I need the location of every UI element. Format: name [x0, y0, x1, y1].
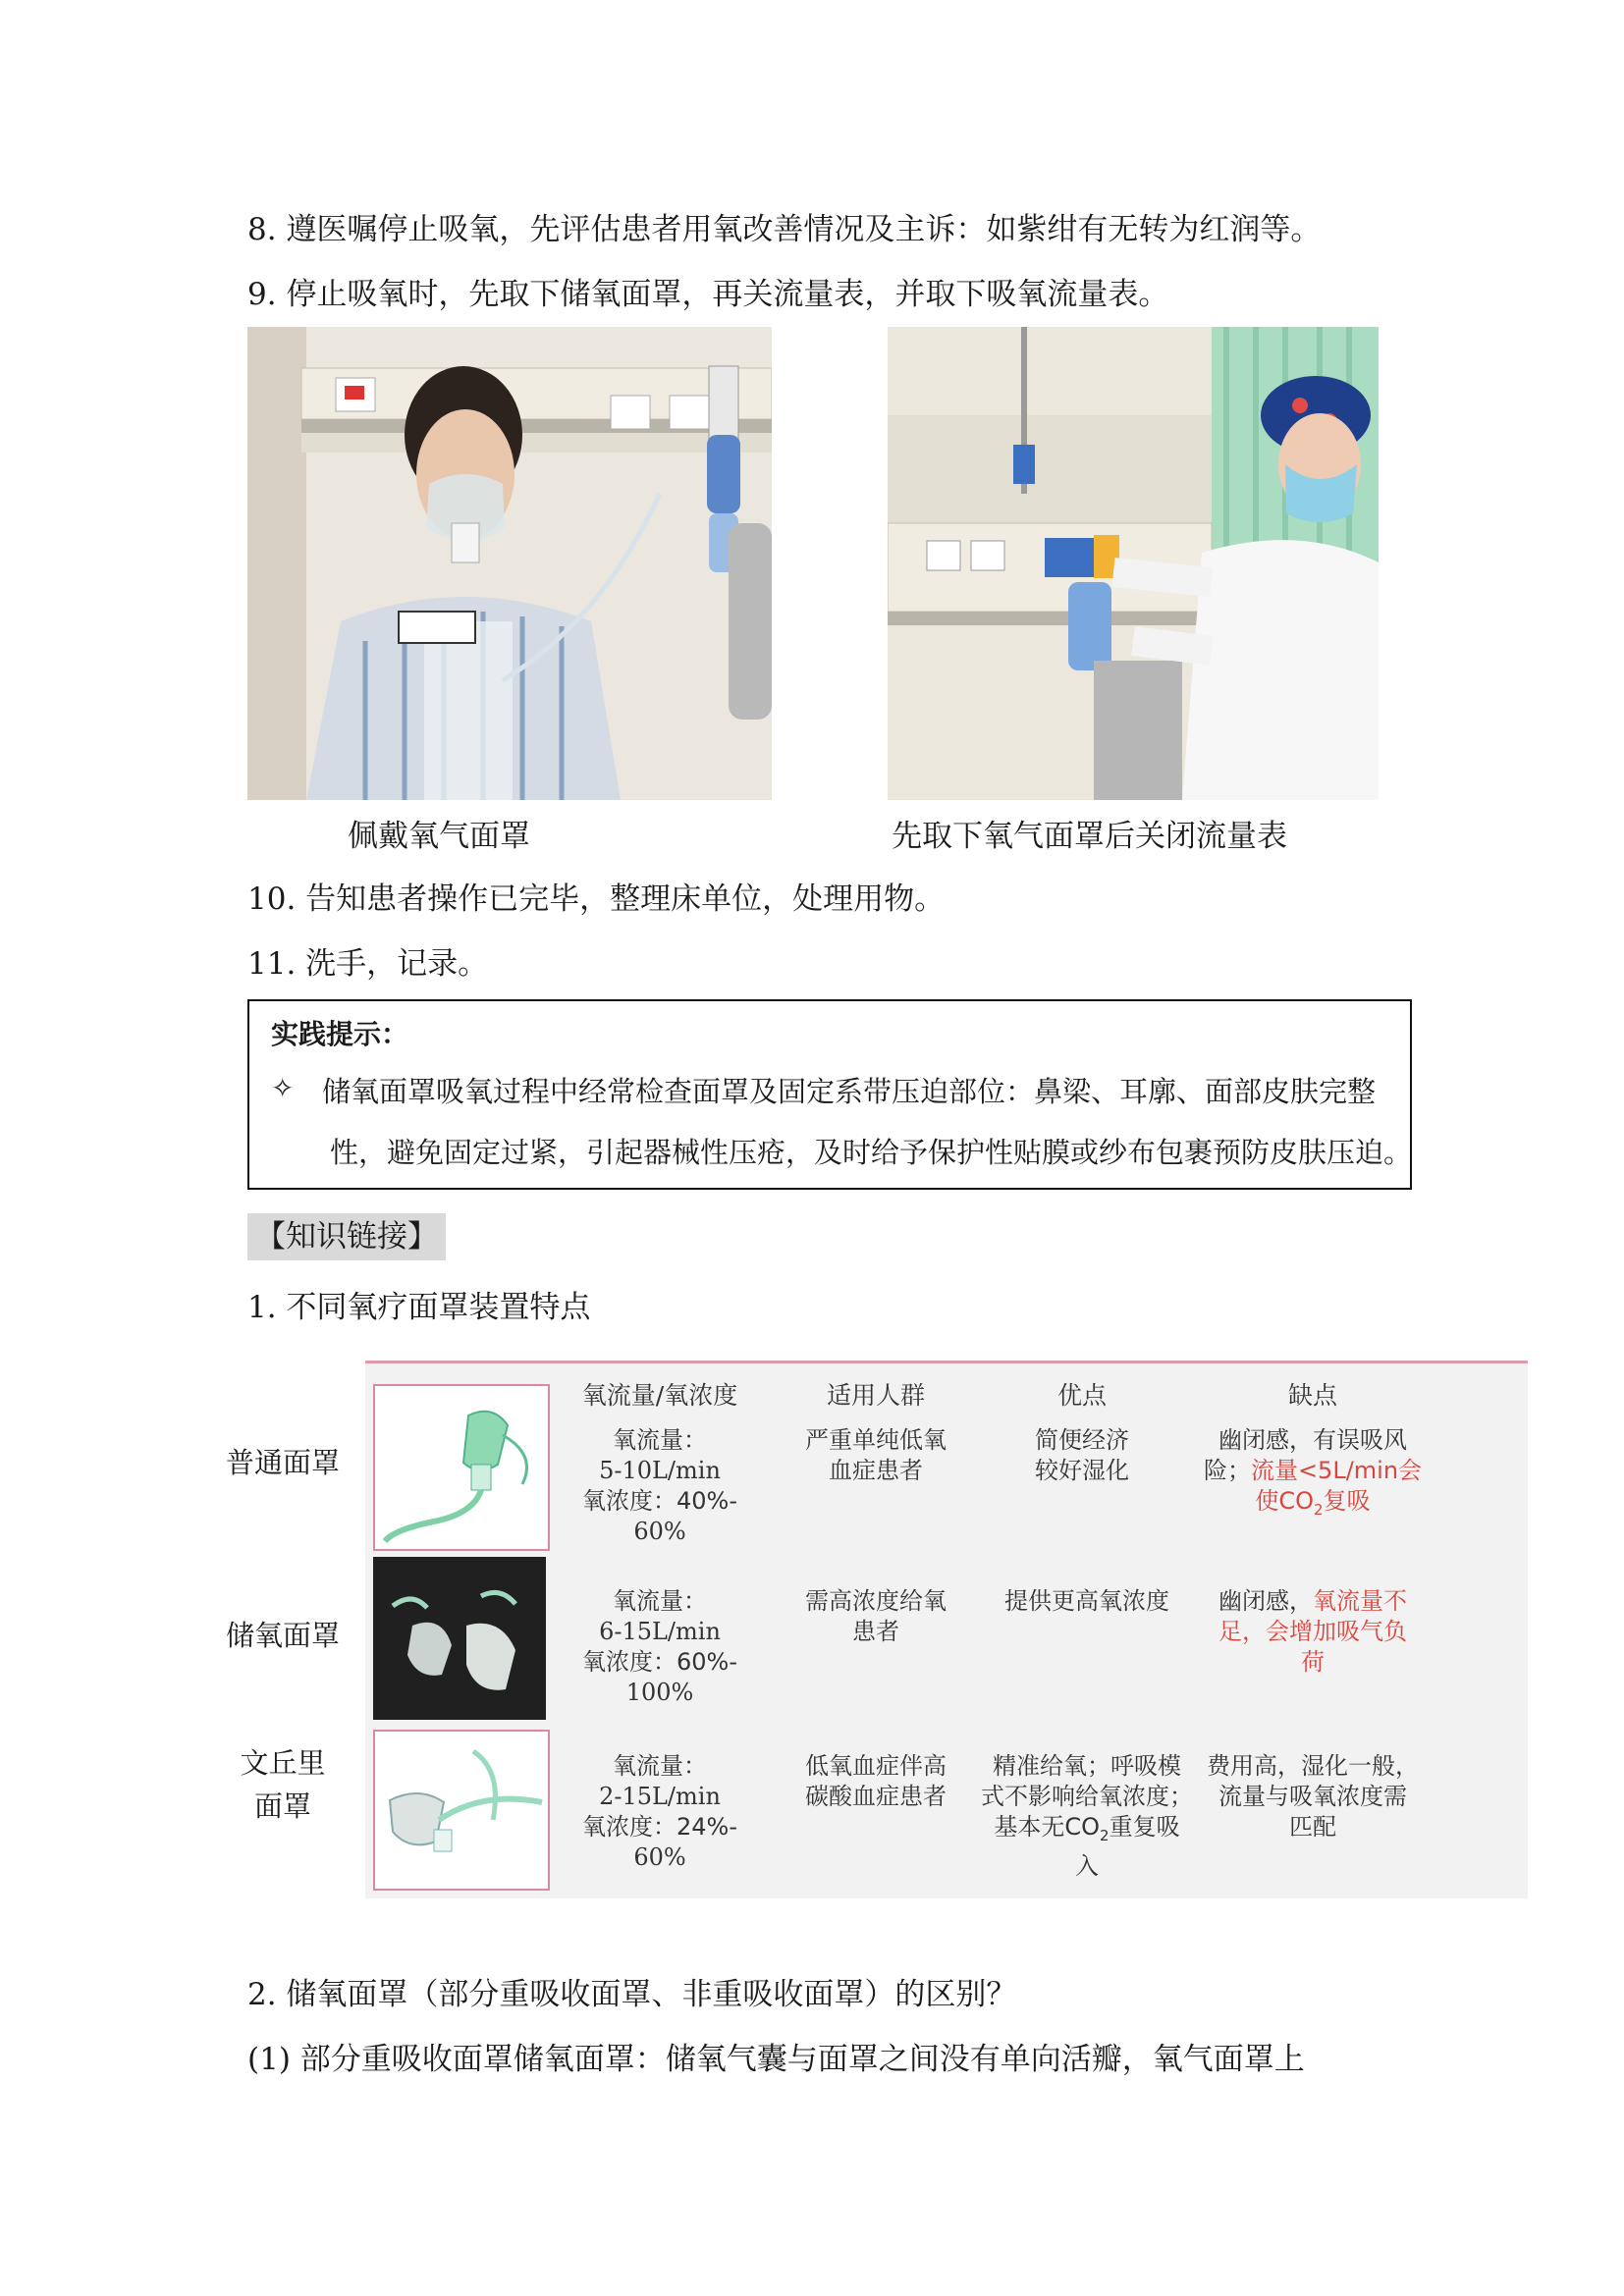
step-11: 11. 洗手，记录。 [247, 946, 489, 982]
row2-concentration-end: 100% [625, 1679, 694, 1706]
step-8: 8. 遵医嘱停止吸氧，先评估患者用氧改善情况及主诉：如紫绀有无转为红润等。 [247, 212, 1322, 247]
table-row [552, 1425, 768, 1547]
table-row [552, 1586, 768, 1708]
row2-concentration: 氧浓度：60%- [581, 1648, 737, 1676]
row2-cons-line1-plain: 幽闭感， [1218, 1587, 1313, 1615]
row1-cons [1200, 1425, 1426, 1525]
step-10: 10. 告知患者操作已完毕，整理床单位，处理用物。 [247, 881, 946, 917]
row3-pros [979, 1751, 1195, 1882]
header-flow-concentration: 氧流量/氧浓度 [581, 1381, 738, 1410]
row2-cons-line3: 荷 [1301, 1648, 1325, 1676]
knowledge-link-header: 【知识链接】 [247, 1213, 446, 1260]
row1-group-line1: 严重单纯低氧 [805, 1426, 947, 1454]
row3-group [778, 1751, 974, 1812]
row-label-venturi-mask-1: 文丘里 [240, 1746, 326, 1780]
venturi-mask-image [373, 1730, 550, 1891]
row3-cons-line3: 匹配 [1289, 1813, 1336, 1841]
row3-group-line2: 碳酸血症患者 [805, 1783, 947, 1810]
row-label-ordinary-mask: 普通面罩 [225, 1446, 340, 1479]
row2-group-line1: 需高浓度给氧 [805, 1587, 947, 1615]
row3-cons-line2: 流量与吸氧浓度需 [1218, 1783, 1407, 1810]
row1-flow-value: 5-10L/min [599, 1457, 721, 1484]
row1-pros-line2: 较好湿化 [1035, 1457, 1129, 1484]
header-disadvantages: 缺点 [1287, 1381, 1337, 1410]
step-9: 9. 停止吸氧时，先取下储氧面罩，再关流量表，并取下吸氧流量表。 [247, 277, 1169, 312]
caption-right: 先取下氧气面罩后关闭流量表 [892, 819, 1287, 854]
row1-cons-line3-a: 使CO [1255, 1487, 1315, 1515]
knowledge-item-2: 2. 储氧面罩（部分重吸收面罩、非重吸收面罩）的区别？ [247, 1977, 1017, 2012]
row1-pros [984, 1425, 1180, 1486]
mask-comparison-table [365, 1361, 1528, 1898]
row1-group-line2: 血症患者 [829, 1457, 923, 1484]
row-label-venturi-mask-2: 面罩 [253, 1789, 311, 1823]
tip-bullet-icon: ✧ [271, 1072, 295, 1104]
row2-group [778, 1586, 974, 1647]
row2-pros-line1: 提供更高氧浓度 [1004, 1587, 1169, 1615]
row2-cons [1200, 1586, 1426, 1678]
caption-left: 佩戴氧气面罩 [348, 819, 530, 854]
row1-flow-label: 氧流量： [613, 1426, 707, 1454]
row1-cons-line1: 幽闭感，有误吸风 [1218, 1426, 1407, 1454]
row3-pros-line4: 入 [1075, 1851, 1099, 1880]
knowledge-item-1: 1. 不同氧疗面罩装置特点 [247, 1290, 591, 1325]
practice-tip-box [247, 999, 1412, 1190]
row3-flow-value: 2-15L/min [599, 1783, 721, 1810]
row1-cons-line3-c: 复吸 [1323, 1487, 1371, 1515]
row3-group-line1: 低氧血症伴高 [805, 1752, 947, 1780]
row1-pros-line1: 简便经济 [1035, 1426, 1129, 1454]
row2-group-line2: 患者 [852, 1618, 899, 1645]
row1-cons-line3-sub: 2 [1314, 1500, 1324, 1519]
knowledge-item-2-1: (1) 部分重吸收面罩储氧面罩：储氧气囊与面罩之间没有单向活瓣，氧气面罩上 [247, 2042, 1305, 2077]
row1-concentration-end: 60% [633, 1518, 686, 1545]
table-row [552, 1751, 768, 1873]
row1-cons-line2-red: 流量<5L/min会 [1250, 1457, 1423, 1484]
row3-flow-label: 氧流量： [613, 1752, 707, 1780]
row3-pros-line3-a: 基本无CO [994, 1813, 1101, 1841]
photo-wearing-mask [247, 327, 772, 800]
header-advantages: 优点 [1056, 1381, 1107, 1410]
table-top-line [365, 1361, 1528, 1363]
row2-cons-line1-red: 氧流量不 [1313, 1587, 1407, 1615]
tip-line-1: 储氧面罩吸氧过程中经常检查面罩及固定系带压迫部位：鼻梁、耳廓、面部皮肤完整 [322, 1075, 1377, 1108]
row3-concentration-end: 60% [633, 1843, 686, 1871]
row1-group [778, 1425, 974, 1486]
row-label-reservoir-mask: 储氧面罩 [225, 1619, 340, 1652]
row3-pros-line2: 式不影响给氧浓度； [981, 1783, 1193, 1810]
row2-flow-label: 氧流量： [613, 1587, 707, 1615]
header-applicable-group: 适用人群 [826, 1381, 925, 1410]
row3-pros-line1: 精准给氧；呼吸模 [993, 1752, 1181, 1780]
row2-flow-value: 6-15L/min [599, 1618, 721, 1645]
row3-pros-line3-c: 重复吸 [1109, 1813, 1180, 1841]
row2-pros [984, 1586, 1190, 1617]
ordinary-mask-image [373, 1384, 550, 1551]
tip-title: 实践提示： [271, 1018, 409, 1050]
row3-concentration: 氧浓度：24%- [581, 1813, 737, 1841]
photo-closing-flowmeter [888, 327, 1379, 800]
row3-cons-line1: 费用高，湿化一般， [1207, 1752, 1419, 1780]
reservoir-mask-image [373, 1557, 546, 1720]
row3-pros-line3-sub: 2 [1100, 1826, 1110, 1844]
row1-cons-line2-plain: 险； [1203, 1457, 1251, 1484]
row1-concentration: 氧浓度：40%- [581, 1487, 737, 1515]
tip-line-2: 性，避免固定过紧，引起器械性压疮，及时给予保护性贴膜或纱布包裹预防皮肤压迫。 [330, 1136, 1413, 1169]
row3-cons [1200, 1751, 1426, 1842]
row2-cons-line2: 足，会增加吸气负 [1218, 1618, 1407, 1645]
